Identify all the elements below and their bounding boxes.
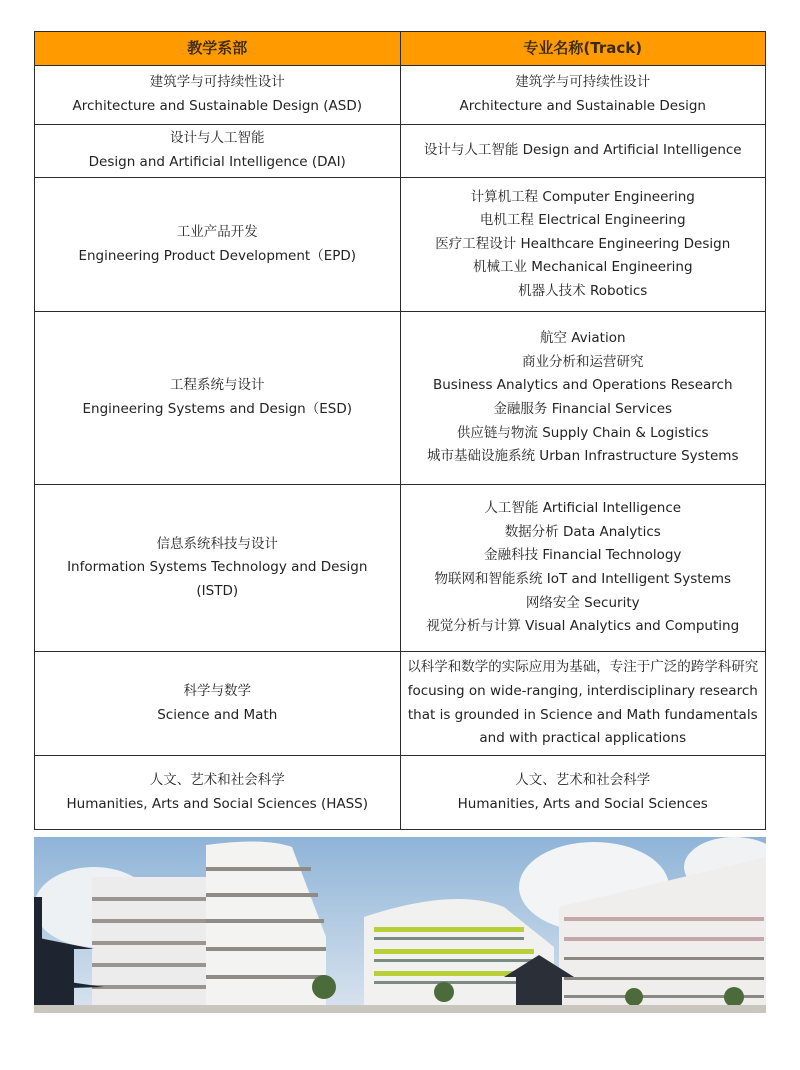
track-description: 以科学和数学的实际应用为基础，专注于广泛的跨学科研究 — [407, 659, 759, 676]
programs-table — [34, 31, 766, 830]
track-item: 网络安全 Security — [525, 594, 640, 611]
track-item: 机械工业 Mechanical Engineering — [472, 259, 693, 276]
department-abbr: (ISTD) — [196, 582, 239, 599]
track-item: Architecture and Sustainable Design — [459, 98, 706, 114]
track-item: 电机工程 Electrical Engineering — [479, 212, 686, 229]
track-description: and with practical applications — [479, 730, 687, 747]
programs-table-container — [34, 31, 766, 830]
department-name-en: Design and Artificial Intelligence (DAI) — [88, 154, 346, 170]
track-item: 医疗工程设计 Healthcare Engineering Design — [435, 235, 731, 252]
track-item: 设计与人工智能 Design and Artificial Intelligence — [423, 142, 742, 159]
table-row — [35, 125, 766, 178]
department-name-zh: 人文、艺术和社会科学 — [149, 771, 285, 788]
department-cell — [35, 652, 401, 756]
table-row — [35, 66, 766, 125]
table-row — [35, 652, 766, 756]
track-cell — [400, 652, 766, 756]
track-cell — [400, 756, 766, 830]
track-item: 人工智能 Artificial Intelligence — [484, 500, 682, 517]
track-cell — [400, 485, 766, 652]
department-name-en: Information Systems Technology and Design — [67, 559, 368, 576]
track-description: that is grounded in Science and Math fundamentals — [407, 706, 758, 723]
department-name-zh: 工程系统与设计 — [170, 377, 265, 394]
campus-photo — [34, 837, 766, 1013]
track-item: 视觉分析与计算 Visual Analytics and Computing — [426, 618, 740, 635]
table-row — [35, 312, 766, 485]
department-cell — [35, 66, 401, 125]
department-name-en: Engineering Systems and Design（ESD) — [82, 401, 353, 417]
track-item: 人文、艺术和社会科学 — [515, 771, 651, 788]
department-name-zh: 设计与人工智能 — [170, 130, 265, 147]
department-cell — [35, 485, 401, 652]
campus-buildings-image — [34, 837, 766, 1013]
department-cell — [35, 756, 401, 830]
department-name-en: Architecture and Sustainable Design (ASD) — [72, 98, 362, 114]
header-track: 专业名称(Track) — [400, 32, 766, 66]
track-item: 数据分析 Data Analytics — [504, 523, 661, 540]
table-row — [35, 756, 766, 830]
department-name-zh: 科学与数学 — [183, 682, 251, 699]
department-name-en: Engineering Product Development（EPD) — [78, 247, 357, 264]
track-cell — [400, 125, 766, 178]
track-item: 金融科技 Financial Technology — [484, 547, 682, 564]
department-cell — [35, 125, 401, 178]
track-item: 商业分析和运营研究 — [522, 353, 644, 370]
track-item: 物联网和智能系统 IoT and Intelligent Systems — [434, 571, 732, 587]
track-item: 机器人技术 Robotics — [518, 282, 648, 299]
table-header-row — [35, 32, 766, 66]
track-item: 供应链与物流 Supply Chain & Logistics — [456, 424, 709, 441]
track-cell — [400, 312, 766, 485]
department-cell — [35, 312, 401, 485]
header-department: 教学系部 — [35, 32, 401, 66]
track-item: 航空 Aviation — [539, 330, 626, 347]
track-item: Humanities, Arts and Social Sciences — [457, 795, 708, 812]
department-name-en: Humanities, Arts and Social Sciences (HASS) — [66, 795, 369, 812]
track-item: 计算机工程 Computer Engineering — [470, 188, 695, 205]
track-item: 建筑学与可持续性设计 — [515, 74, 651, 91]
department-name-zh: 建筑学与可持续性设计 — [149, 74, 285, 91]
department-name-zh: 工业产品开发 — [176, 223, 258, 240]
track-description: focusing on wide-ranging, interdisciplinary research — [407, 682, 758, 699]
department-name-zh: 信息系统科技与设计 — [156, 535, 278, 552]
table-row — [35, 178, 766, 312]
track-cell — [400, 178, 766, 312]
track-item: 城市基础设施系统 Urban Infrastructure Systems — [427, 448, 739, 465]
track-item: 金融服务 Financial Services — [493, 401, 673, 417]
track-item: Business Analytics and Operations Research — [432, 377, 733, 394]
department-name-en: Science and Math — [157, 706, 278, 723]
table-row — [35, 485, 766, 652]
department-cell — [35, 178, 401, 312]
track-cell — [400, 66, 766, 125]
